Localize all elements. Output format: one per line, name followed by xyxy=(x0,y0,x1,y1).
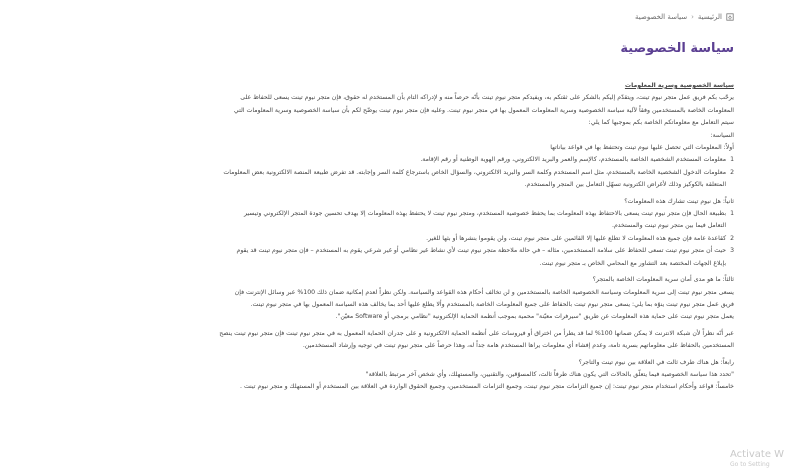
list-item xyxy=(94,208,734,233)
home-icon[interactable] xyxy=(726,13,734,21)
section-heading-2: ثانياً: هل نيوم تينت تشارك هذه المعلومات؟ xyxy=(624,197,734,205)
section-heading-4: رابعاً: هل هناك طرف ثالث في العلاقة بين نيوم تينت والتاجر؟ xyxy=(578,358,734,366)
list-text: التعامل فيما بين متجر نيوم تينت والمستخدم. xyxy=(611,222,727,230)
list-number: 1 xyxy=(730,210,734,218)
intro-line: سيتم التعامل مع معلوماتكم الخاصة بكم بموجبها كما يلي: xyxy=(588,119,734,127)
breadcrumb-home-link[interactable]: الرئيسية xyxy=(697,13,722,21)
paragraph-line: يعمل متجر نيوم تينت على حماية هذه المعلومات عن طريق "سيرفرات معيّنة" محمية بموجب أنظمة الحماية الإلكترونية "نظامي برمجي أو Software معيّن". xyxy=(335,313,734,321)
page-title: سياسة الخصوصية xyxy=(620,41,734,56)
paragraph-line: عبر أنّه نظراً لأن شبكة الانترنت لا يمكن ضمانها 100% لما قد يطرأ من اختراق أو فيروسات على أنظمة الحماية الالكترونية و على جدران الحماية المعمول به في متجر نيوم تينت فإن متجر نيوم تينت ينصح xyxy=(219,329,734,337)
list-text: بإبلاغ الجهات المختصة بعد التشاور مع المحامي الخاص بـ متجر نيوم تينت. xyxy=(539,259,727,267)
section-heading-3: ثالثاً: ما هو مدى أمان سرية المعلومات الخاصة بالمتجر؟ xyxy=(592,276,734,284)
intro-line: المعلومات الخاصة بالمستخدمين وفقاً لآلية سياسة الخصوصية وسرية المعلومات المعمول بها في متجر نيوم تينت. وعليه فإن متجر نيوم تينت يوضّح لكم بأن سياسة الخصوصية وسرية المعلومات التي xyxy=(233,106,734,114)
paragraph-line: يسعى متجر نيوم تينت إلى سرية المعلومات وسياسة الخصوصية الخاصة بالمستخدمين و لن تخالف أحكام هذه القواعد والسياسة. ولكن نظراً لعدم إمكانية ضمان ذلك 100% عبر وسائل الإنترنت فإن xyxy=(234,288,734,296)
paragraph-line: فريق عمل متجر نيوم تينت ينوّه بما يلي: يسعى متجر نيوم تينت بالحفاظ على جميع المعلومات الخاصة بالمستخدم وألا يطلع عليها أحد بما يخالف هذه السياسة المعمول بها في متجر نيوم تينت. xyxy=(250,300,734,308)
intro-heading: سياسة الخصوصية وسرية المعلومات xyxy=(624,82,734,89)
activate-windows-watermark xyxy=(730,449,800,468)
list-item xyxy=(94,167,734,192)
policy-content xyxy=(94,80,734,394)
breadcrumb-current: سياسة الخصوصية xyxy=(635,13,688,21)
intro-line: يرحّب بكم فريق عمل متجر نيوم تينت، ويتقدّم إليكم بالشكر على ثقتكم به، ويفيدكم متجر نيوم تينت بأنّه حرصاً منه و لإدراكه التام بأن المستخدم له حقوق، فإن متجر نيوم تينت يسعى للحفاظ على xyxy=(240,94,734,102)
list-item xyxy=(94,245,734,270)
paragraph-line: خامساً: قواعد وأحكام استخدام متجر نيوم تينت: إن جميع التزامات متجر نيوم تينت، وجميع التزامات المستخدمين، وجميع الحقوق الواردة في العلاقة بين المستخدم أو المستهلك و متجر نيوم تينت . xyxy=(240,383,734,391)
list-number: 2 xyxy=(730,168,734,176)
paragraph-line: المستخدمين بالحفاظ على معلوماتهم بسرية تامة، وعدم إفشاء أي معلومات يراها المستخدم هامة جداً له، وهذا حرصاً على متجر نيوم تينت في توجيه وإرشاد المستخدمين. xyxy=(302,342,734,350)
watermark-line-1: Activate W xyxy=(730,448,785,460)
list-text: كقاعدة عامة فإن جميع هذه المعلومات لا تطلع عليها إلا القائمين على متجر نيوم تينت، ولن يقوموا بنشرها أو بثها للغير. xyxy=(426,234,727,242)
list-text: حيث أن متجر نيوم تينت تسعى للحفاظ على سلامة المستخدمين، مثاله – في حالة ملاحظة متجر نيوم تينت لأي نشاط غير نظامي أو غير شرعي يقوم به المستخدم – فإن متجر نيوم تينت قد يقوم xyxy=(236,247,727,255)
list-text: معلومات المستخدم الشخصية الخاصة بالمستخدم، كالإسم والعمر والبريد الالكتروني، ورقم الهوية الوطنية أو رقم الإقامة. xyxy=(420,156,727,164)
section-heading-1: أولاً: المعلومات التي تحصل عليها نيوم تينت وتحتفظ بها في قواعد بياناتها xyxy=(550,144,734,152)
breadcrumb-separator: ‹ xyxy=(691,13,694,21)
watermark-line-2: Go to Setting xyxy=(730,460,770,468)
breadcrumb xyxy=(635,13,734,21)
list-item xyxy=(94,154,734,166)
policy-label: السياسة: xyxy=(710,131,734,139)
list-number: 2 xyxy=(730,234,734,242)
paragraph-line: "تحدد هذا سياسة الخصوصية فيما يتعلّق بالحالات التي يكون هناك طرفاً ثالث، كالمسوّقين، والتقنيين، والمستهلك، وأي شخص آخر مرتبط بالعلاقة" xyxy=(365,370,734,378)
list-item xyxy=(94,233,734,245)
list-text: معلومات الدخول الشخصية الخاصة بالمستخدم، مثل اسم المستخدم وكلمة السر والبريد الالكتروني، والسؤال الخاص باسترجاع كلمة السر وإجابته. قد تفرض طبيعة المنصة الالكترونية بعض المعلومات xyxy=(223,168,727,176)
list-number: 1 xyxy=(730,156,734,164)
list-text: المتعلقة بالكوكيز وذلك لأغراض الكترونية تسهّل التعامل بين المتجر والمستخدم. xyxy=(524,181,727,189)
list-text: بطبيعة الحال فإن متجر نيوم تينت يسعى بالاحتفاظ بهذه المعلومات بما يحفظ خصوصية المستخدم، ومتجر نيوم تينت لا يحتفظ بهذه المعلومات إلا بهدف تحسين جودة المتجر الإلكتروني وتيسير xyxy=(244,210,727,218)
list-number: 3 xyxy=(730,247,734,255)
